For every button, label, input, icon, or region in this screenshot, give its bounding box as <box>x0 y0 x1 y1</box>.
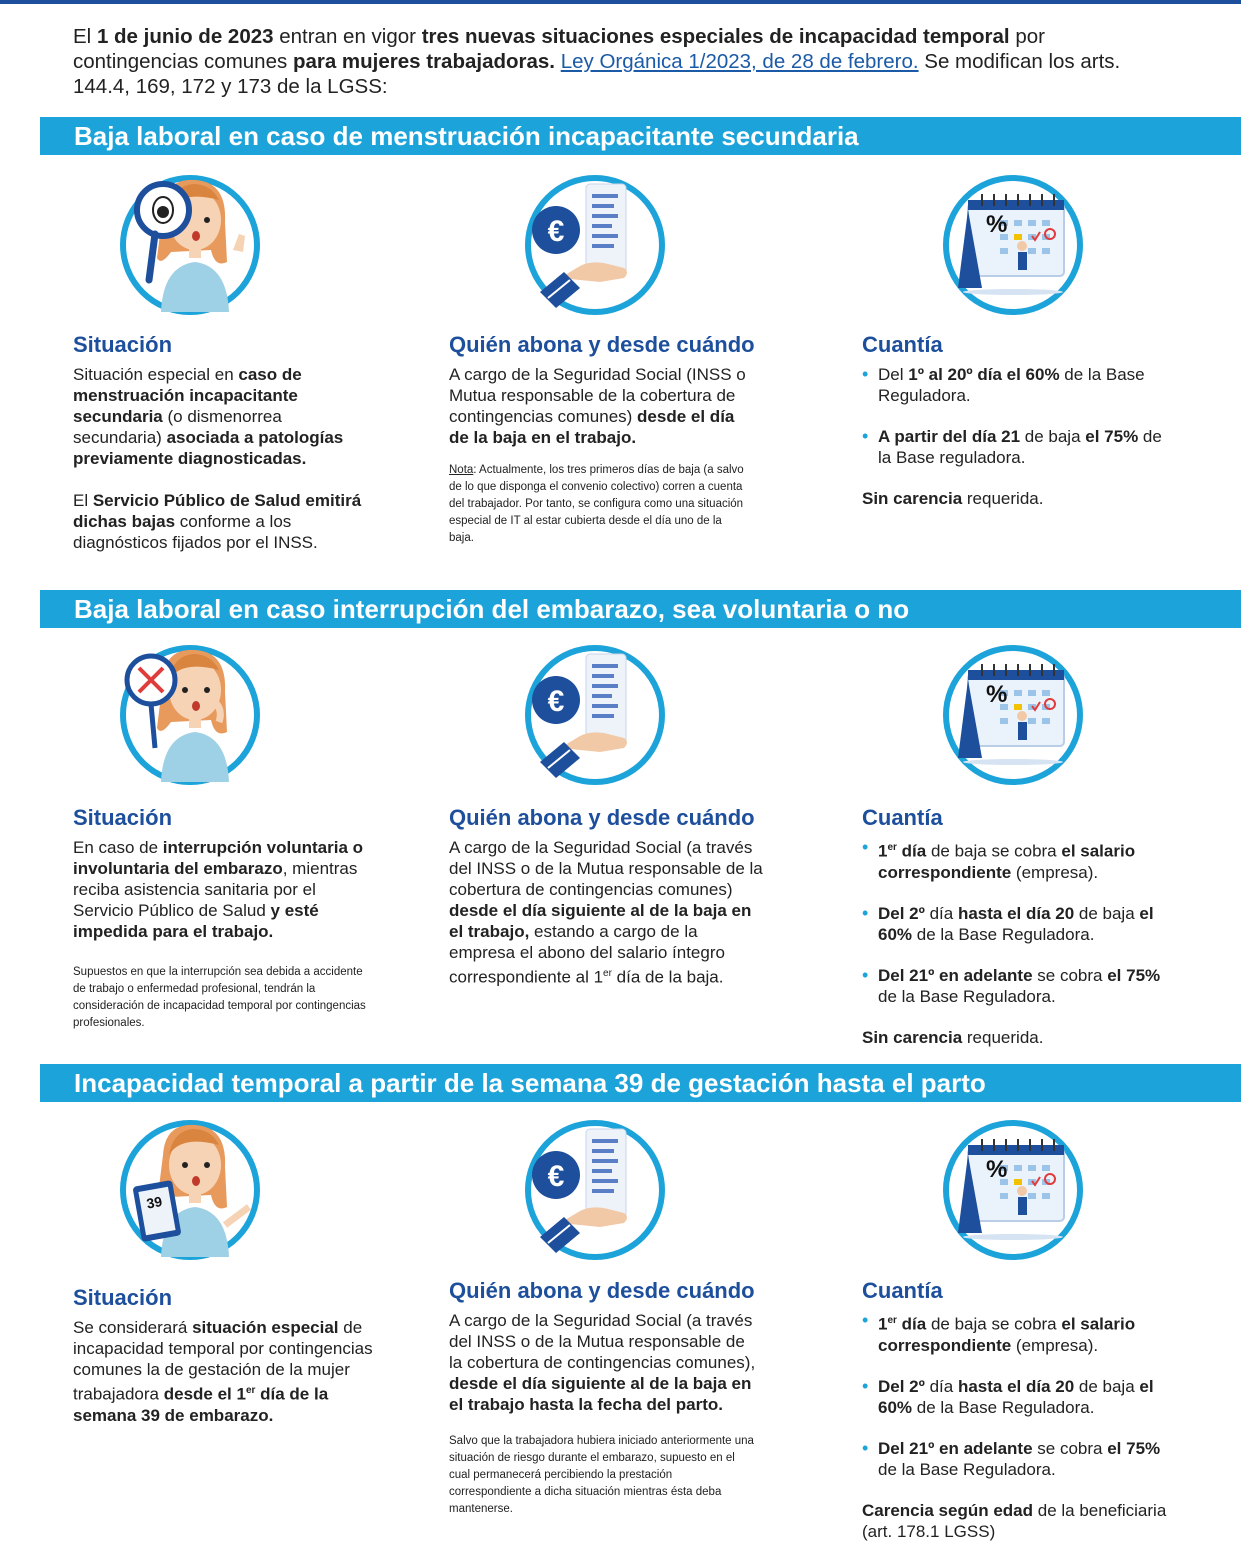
list-item: • Del 2º día hasta el día 20 de baja el 60% de la Base Reguladora. <box>862 903 1162 945</box>
woman-magnifier-icon <box>115 170 265 320</box>
calendar-percent-icon <box>938 1115 1088 1265</box>
woman-tablet-39-icon <box>115 1115 265 1265</box>
top-rule <box>0 0 1241 4</box>
list-item: • A partir del día 21 de baja el 75% de la Base reguladora. <box>862 426 1162 468</box>
list-item: • Del 21º en adelante se cobra el 75% de la Base Reguladora. <box>862 965 1162 1007</box>
list-item: • 1er día de baja se cobra el salario correspondiente (empresa). <box>862 837 1162 883</box>
section-3-situacion: Situación Se considerará situación especial de incapacidad temporal por contingencias comunes la de gestación de la mujer trabajadora desde el 1er día de la semana 39 de embarazo. <box>73 1285 383 1426</box>
payment-receipt-icon <box>520 640 670 790</box>
calendar-percent-icon <box>938 640 1088 790</box>
payment-receipt-icon <box>520 170 670 320</box>
cuantia-heading: Cuantía <box>862 332 943 357</box>
section-1-banner: Baja laboral en caso de menstruación incapacitante secundaria <box>40 117 1241 155</box>
svg-text:39: 39 <box>145 1193 164 1212</box>
section-2-quien: Quién abona y desde cuándo A cargo de la Seguridad Social (a través del INSS o de la Mutua responsable de la cobertura de contingencias comunes) desde el día siguiente al de la baja en el trabajo, estando a cargo de la empresa el abono del salario íntegro correspondiente al 1er día de la baja. <box>449 805 779 988</box>
situacion-heading: Situación <box>73 805 173 830</box>
law-link[interactable]: Ley Orgánica 1/2023, de 28 de febrero. <box>560 50 919 73</box>
cuantia-heading: Cuantía <box>862 805 943 830</box>
section-2-situacion: Situación En caso de interrupción voluntaria o involuntaria del embarazo, mientras reciba asistencia sanitaria por el Servicio Público de Salud y esté impedida para el trabajo. Supuestos en que la interrupción sea debida a accidente de trabajo o enfermedad profesional, tendrán la consideración de incapacidad temporal por contingencias profesionales. <box>73 805 383 1032</box>
list-item: • 1er día de baja se cobra el salario correspondiente (empresa). <box>862 1310 1162 1356</box>
quien-heading: Quién abona y desde cuándo <box>449 332 755 357</box>
list-item: • Del 21º en adelante se cobra el 75% de la Base Reguladora. <box>862 1438 1162 1480</box>
cuantia-heading: Cuantía <box>862 1278 943 1303</box>
payment-receipt-icon <box>520 1115 670 1265</box>
list-item: • Del 2º día hasta el día 20 de baja el 60% de la Base Reguladora. <box>862 1376 1162 1418</box>
section-2-cuantia: Cuantía • 1er día de baja se cobra el salario correspondiente (empresa). • Del 2º día hasta el día 20 de baja el 60% de la Base Reguladora. • Del 21º en adelante se cobra el 75% de la Base Reguladora. Sin carencia requerida. <box>862 805 1192 1048</box>
section-1-cuantia: Cuantía • Del 1º al 20º día el 60% de la Base Reguladora. • A partir del día 21 de baja el 75% de la Base reguladora. Sin carencia requerida. <box>862 332 1192 509</box>
section-1-quien: Quién abona y desde cuándo A cargo de la Seguridad Social (INSS o Mutua responsable de la cobertura de contingencias comunes) desde el día de la baja en el trabajo. Nota: Actualmente, los tres primeros días de baja (a salvo de lo que disponga el convenio colectivo) corren a cuenta del trabajador. Por tanto, se configura como una situación especial de IT al estar cubierta desde el día uno de la baja. <box>449 332 799 547</box>
section-3-quien: Quién abona y desde cuándo A cargo de la Seguridad Social (a través del INSS o de la Mutua responsable de la cobertura de contingencias comunes), desde el día siguiente al de la baja en el trabajo hasta la fecha del parto. Salvo que la trabajadora hubiera iniciado anteriormente una situación de riesgo durante el embarazo, supuesto en el cual permanecerá percibiendo la prestación correspondiente a dicha situación mientras ésta deba mantenerse. <box>449 1278 779 1518</box>
intro-paragraph: El 1 de junio de 2023 entran en vigor tres nuevas situaciones especiales de incapacidad temporal por contingencias comunes para mujeres trabajadoras. Ley Orgánica 1/2023, de 28 de febrero. Se modifican los arts. 144.4, 169, 172 y 173 de la LGSS: <box>73 25 1121 98</box>
situacion-heading: Situación <box>73 1285 173 1310</box>
quien-heading: Quién abona y desde cuándo <box>449 805 755 830</box>
section-3-cuantia: Cuantía • 1er día de baja se cobra el salario correspondiente (empresa). • Del 2º día hasta el día 20 de baja el 60% de la Base Reguladora. • Del 21º en adelante se cobra el 75% de la Base Reguladora. Carencia según edad de la beneficiaria (art. 178.1 LGSS) <box>862 1278 1192 1542</box>
list-item: • Del 1º al 20º día el 60% de la Base Reguladora. <box>862 364 1162 406</box>
situacion-heading: Situación <box>73 332 173 357</box>
calendar-percent-icon <box>938 170 1088 320</box>
section-2-banner: Baja laboral en caso interrupción del embarazo, sea voluntaria o no <box>40 590 1241 628</box>
section-1-situacion: Situación Situación especial en caso de menstruación incapacitante secundaria (o dismenorrea secundaria) asociada a patologías previamente diagnosticadas. El Servicio Público de Salud emitirá dichas bajas conforme a los diagnósticos fijados por el INSS. <box>73 332 373 553</box>
quien-heading: Quién abona y desde cuándo <box>449 1278 755 1303</box>
section-3-banner: Incapacidad temporal a partir de la semana 39 de gestación hasta el parto <box>40 1064 1241 1102</box>
woman-stop-sign-icon <box>115 640 265 790</box>
